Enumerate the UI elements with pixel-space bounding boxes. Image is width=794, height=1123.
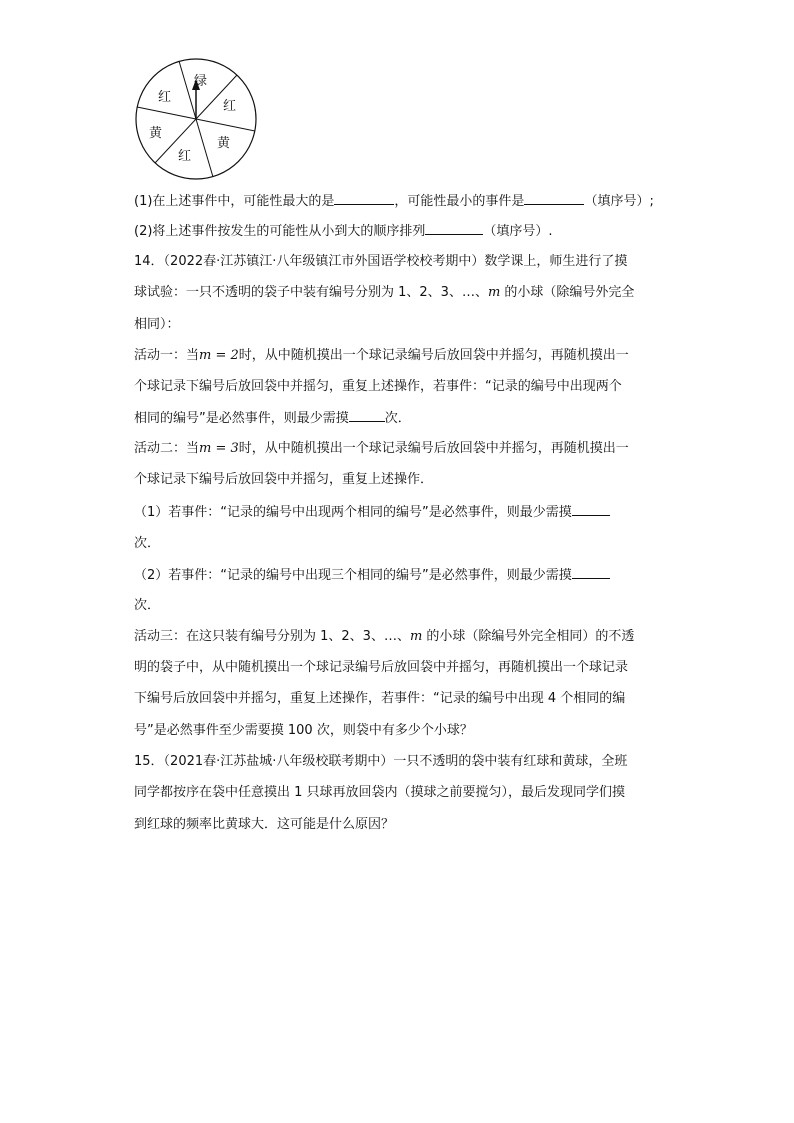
activity-3-line-2: 明的袋子中，从中随机摸出一个球记录编号后放回袋中并摇匀，再随机摸出一个球记录	[134, 660, 629, 675]
activity-3-line-1	[134, 628, 634, 646]
q13-part1-text-c: （填序号）;	[584, 194, 654, 209]
activity-2-sub-2-text: （2）若事件：“记录的编号中出现三个相同的编号”是必然事件，则最少需摸	[134, 568, 572, 583]
activity-1-line-1	[134, 347, 629, 365]
q13-part2-text-a: (2)将上述事件按发生的可能性从小到大的顺序排列	[134, 224, 426, 239]
q13-part1	[134, 192, 654, 211]
activity-2-line-1	[134, 440, 629, 458]
activity-3-text-a: 活动三：在这只装有编号分别为 1、2、3、…、	[134, 629, 410, 644]
q13-part2-text-b: （填序号）.	[483, 224, 553, 239]
spinner-label-yellow-right: 黄	[217, 136, 231, 151]
activity-1-line-3-text-a: 相同的编号”是必然事件，则最少需摸	[134, 411, 349, 426]
spinner-label-green: 绿	[194, 74, 208, 89]
activity-2-sub-2-line-2: 次．	[134, 598, 161, 613]
formula-m-equals-3: m = 3	[199, 441, 239, 456]
q14-line-1: 14．（2022春·江苏镇江·八年级镇江市外国语学校校考期中）数学课上，师生进行了摸	[134, 254, 628, 269]
activity-2-sub-2-line-1	[134, 566, 610, 585]
q13-part1-text-a: (1)在上述事件中，可能性最大的是	[134, 194, 335, 209]
q14-line-2-text-a: 球试验：一只不透明的袋子中装有编号分别为 1、2、3、…、	[134, 285, 488, 300]
activity-2-sub-1-line-1	[134, 503, 610, 522]
answer-blank[interactable]	[349, 409, 385, 422]
answer-blank[interactable]	[425, 222, 483, 235]
q14-line-3: 相同）：	[134, 317, 180, 332]
q13-part1-text-b: ，可能性最小的事件是	[394, 194, 525, 209]
activity-2-sub-1-line-2: 次．	[134, 536, 161, 551]
q15-line-3: 到红球的频率比黄球大．这可能是什么原因？	[134, 817, 395, 832]
answer-blank[interactable]	[524, 192, 584, 205]
spinner-label-red-right: 红	[223, 99, 237, 114]
activity-2-line-2: 个球记录下编号后放回袋中并摇匀，重复上述操作．	[134, 472, 434, 487]
answer-blank[interactable]	[572, 566, 610, 579]
formula-m-equals-2: m = 2	[199, 348, 239, 363]
activity-3-line-3: 下编号后放回袋中并摇匀，重复上述操作，若事件：“记录的编号中出现 4 个相同的编	[134, 691, 626, 706]
q13-part2	[134, 222, 553, 241]
answer-blank[interactable]	[572, 503, 610, 516]
activity-2-sub-1-text: （1）若事件：“记录的编号中出现两个相同的编号”是必然事件，则最少需摸	[134, 505, 572, 520]
spinner-label-red-left: 红	[158, 90, 172, 105]
q15-line-2: 同学都按序在袋中任意摸出 1 只球再放回袋内（摸球之前要搅匀），最后发现同学们摸	[134, 785, 626, 800]
activity-1-line-3-text-b: 次．	[384, 411, 411, 426]
activity-1-text-a: 活动一：当	[134, 348, 200, 363]
variable-m: m	[409, 629, 423, 644]
q14-line-2	[134, 284, 634, 302]
spinner-label-yellow-left: 黄	[149, 126, 163, 141]
activity-2-text-a: 活动二：当	[134, 441, 200, 456]
q15-line-1: 15．（2021春·江苏盐城·八年级校联考期中）一只不透明的袋中装有红球和黄球，全班	[134, 754, 628, 769]
q14-line-2-text-b: 的小球（除编号外完全	[500, 285, 635, 300]
activity-1-line-2: 个球记录下编号后放回袋中并摇匀，重复上述操作，若事件：“记录的编号中出现两个	[134, 379, 622, 394]
activity-3-text-b: 的小球（除编号外完全相同）的不透	[422, 629, 635, 644]
variable-m: m	[487, 285, 501, 300]
spinner-label-red-bottom: 红	[178, 149, 192, 164]
activity-1-text-b: 时，从中随机摸出一个球记录编号后放回袋中并摇匀，再随机摸出一	[238, 348, 629, 363]
activity-3-line-4: 号”是必然事件至少需要摸 100 次，则袋中有多少个小球？	[134, 723, 473, 738]
activity-1-line-3	[134, 409, 411, 428]
answer-blank[interactable]	[334, 192, 394, 205]
activity-2-text-b: 时，从中随机摸出一个球记录编号后放回袋中并摇匀，再随机摸出一	[238, 441, 629, 456]
spinner-diagram	[134, 57, 258, 181]
